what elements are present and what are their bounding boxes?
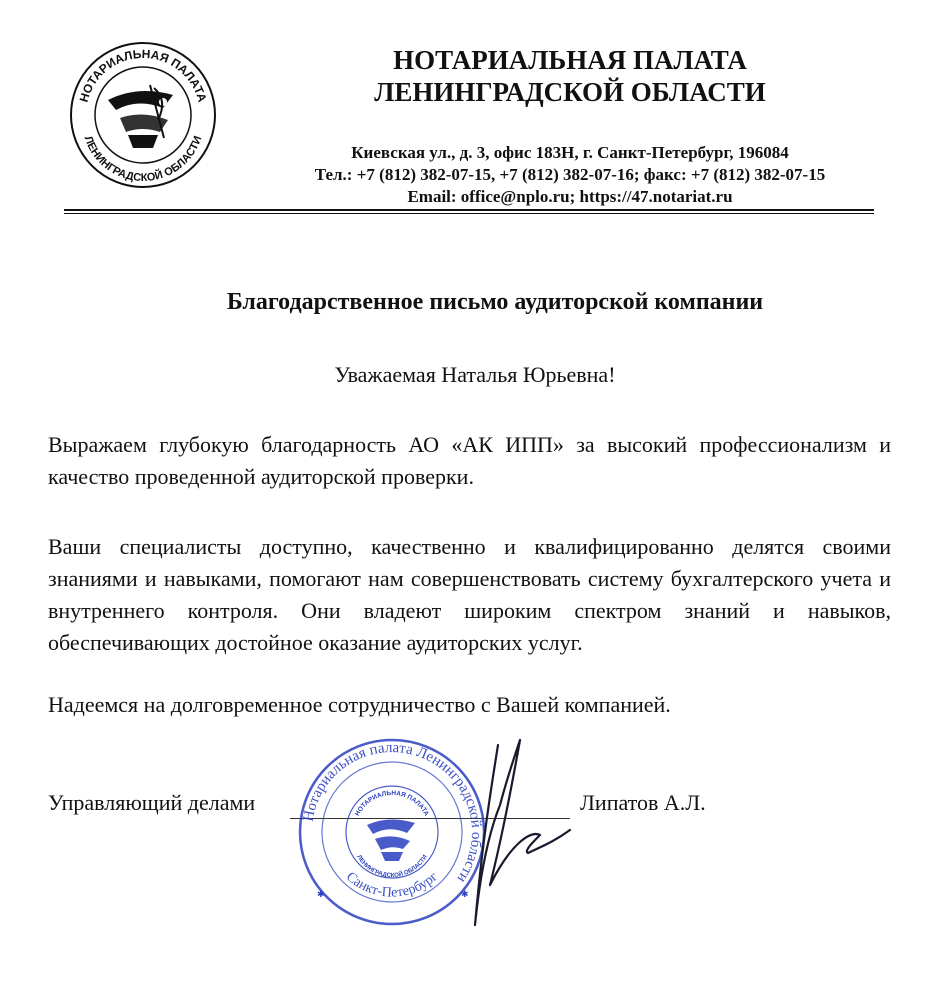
contact-block xyxy=(250,142,890,208)
email-website: Email: office@nplo.ru; https://47.notariat.ru xyxy=(407,187,733,206)
stamp-inner-top-text: НОТАРИАЛЬНАЯ ПАЛАТА xyxy=(354,789,430,818)
phones: Тел.: +7 (812) 382-07-15, +7 (812) 382-07-16; факс: +7 (812) 382-07-15 xyxy=(314,165,826,184)
header-divider-thick xyxy=(64,209,874,211)
salutation: Уважаемая Наталья Юрьевна! xyxy=(334,362,616,387)
handwritten-signature xyxy=(420,735,580,935)
address: Киевская ул., д. 3, офис 183Н, г. Санкт-Петербург, 196084 xyxy=(351,143,789,162)
stamp-ring-text: Нотариальная палата Ленинградской области xyxy=(300,739,485,886)
letter-title: Благодарственное письмо аудиторской компании xyxy=(226,289,764,315)
paragraph-2: Ваши специалисты доступно, качественно и квалифицированно делятся своими знаниями и навыками, помогают нам совершенствовать систему бухгалтерского учета и внутреннего контроля. Они владеют широким спектром знаний и навыков, обеспечивающих достойное оказание аудиторских услуг. xyxy=(48,534,891,655)
paragraph-1: Выражаем глубокую благодарность АО «АК ИПП» за высокий профессионализм и качество проведенной аудиторской проверки. xyxy=(48,432,891,489)
org-name-line-2: ЛЕНИНГРАДСКОЙ ОБЛАСТИ xyxy=(374,77,766,107)
star-icon: ✱ xyxy=(461,889,469,899)
signatory-position: Управляющий делами xyxy=(48,790,256,815)
organization-name xyxy=(300,44,840,108)
eagle-icon xyxy=(108,85,173,148)
stamp-city-text: Санкт-Петербург xyxy=(342,869,442,901)
logo-text-bottom: ЛЕНИНГРАДСКОЙ ОБЛАСТИ xyxy=(81,134,205,185)
org-name-line-1: НОТАРИАЛЬНАЯ ПАЛАТА xyxy=(393,45,747,75)
logo-text-top: НОТАРИАЛЬНАЯ ПАЛАТА xyxy=(76,46,210,104)
stamp-inner-bottom-text: ЛЕНИНГРАДСКОЙ ОБЛАСТИ xyxy=(355,854,429,880)
paragraph-3: Надеемся на долговременное сотрудничество с Вашей компанией. xyxy=(48,692,671,717)
signatory-name: Липатов А.Л. xyxy=(580,790,706,815)
header-divider-thin xyxy=(64,213,874,214)
notary-chamber-logo xyxy=(68,40,218,190)
stamp-emblem-icon xyxy=(367,819,415,861)
star-icon: ✱ xyxy=(317,889,325,899)
